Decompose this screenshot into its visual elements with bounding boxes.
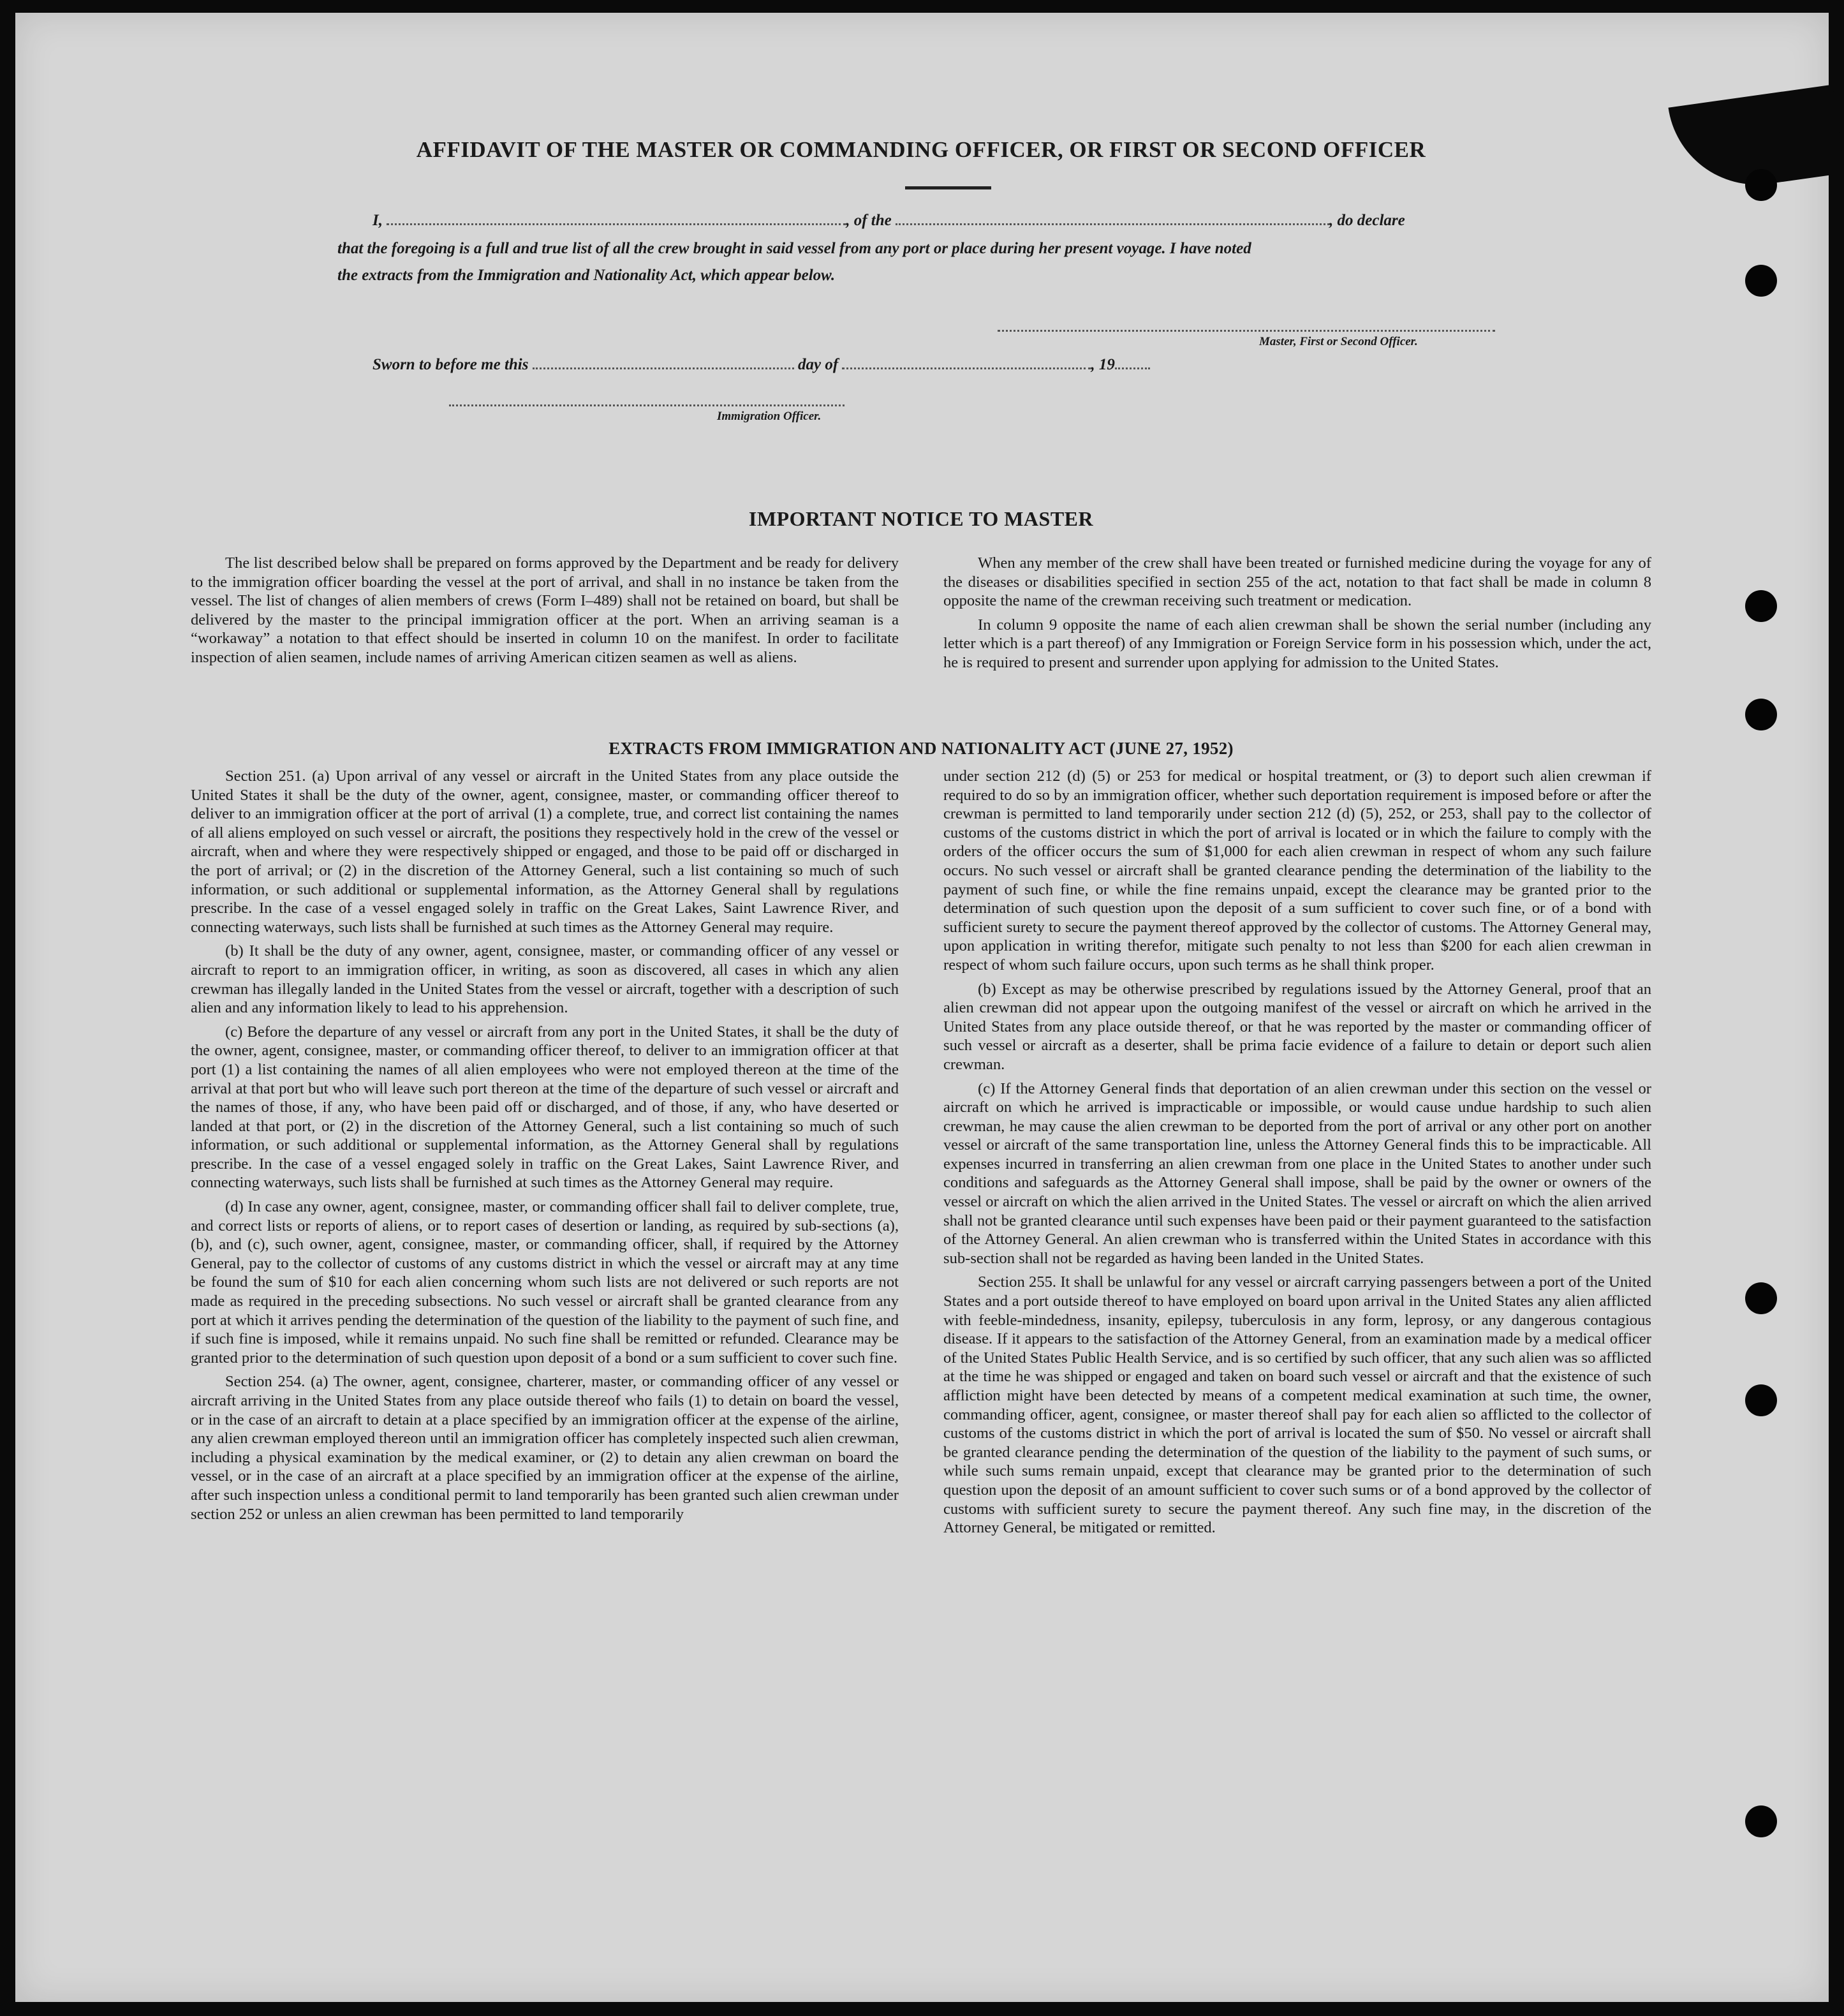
sworn-line bbox=[372, 356, 1278, 374]
punch-hole bbox=[1745, 1805, 1777, 1837]
notice-right-column bbox=[943, 554, 1651, 678]
title-rule bbox=[905, 186, 991, 189]
punch-hole bbox=[1745, 265, 1777, 297]
sworn-date-field[interactable] bbox=[533, 367, 794, 369]
officer-signature-label: Immigration Officer. bbox=[717, 410, 822, 423]
officer-signature-line[interactable] bbox=[449, 404, 845, 406]
section-paragraph: (b) It shall be the duty of any owner, agent, consignee, master, or commanding officer of any vessel or aircraft to report to an immigration officer, in writing, as soon as discovered, all cases in which any alien crewman has illegally landed in the United States from the vessel or aircraft, together with a description of such alien and any information likely to lead to his apprehension. bbox=[191, 942, 899, 1017]
punch-hole bbox=[1745, 1282, 1777, 1314]
notice-left-column bbox=[191, 554, 899, 672]
notice-paragraph: When any member of the crew shall have been treated or furnished medicine during the voyage for any of the diseases or disabilities specified in section 255 of the act, notation to that fact shall be made in column 8 opposite the name of the crewman receiving such treatment or medication. bbox=[943, 554, 1651, 610]
notice-paragraph: The list described below shall be prepared on forms approved by the Department and be ready for delivery to the immigration officer boarding the vessel at the port of arrival, and shall in no instance be taken from the vessel. The list of changes of alien members of crews (Form I–489) shall not be retained on board, but shall be delivered by the master to the principal immigration officer at the port. When an arriving seaman is a “workaway” a notation to that effect should be inserted in column 10 on the manifest. In order to facilitate inspection of alien seamen, include names of arriving American citizen seamen as well as aliens. bbox=[191, 554, 899, 666]
sworn-label: Sworn to before me this bbox=[372, 356, 529, 373]
extracts-left-column bbox=[191, 767, 899, 1529]
punch-hole bbox=[1745, 590, 1777, 622]
section-paragraph: under section 212 (d) (5) or 253 for medical or hospital treatment, or (3) to deport such alien crewman if required to do so by an immigration officer, whether such deportation requirement is imposed before or after the crewman is permitted to land temporarily under section 212 (d) (5), 252, or 253, shall pay to the collector of customs of the customs district in which the port of arrival is located or in which the failure to comply with the orders of the officer occurs the sum of $1,000 for each alien crewman in respect of whom any such failure occurs. No such vessel or aircraft shall be granted clearance pending the determination of the liability to the payment of such fine, or while the fine remains unpaid, except the clearance may be granted prior to the determination of such question upon the deposit of a sum sufficient to cover such fine, or of a bond with sufficient surety to secure the payment thereof approved by the collector of customs. The Attorney General may, upon application in writing therefor, mitigate such penalty to not less than $200 for each alien crewman in respect of whom such failure occurs, upon such terms as he shall think proper. bbox=[943, 767, 1651, 974]
of-the-label: , of the bbox=[846, 212, 892, 229]
punch-hole bbox=[1745, 1384, 1777, 1416]
month-field[interactable] bbox=[842, 367, 1091, 369]
section-paragraph: (d) In case any owner, agent, consignee, master, or commanding officer shall fail to deliver complete, true, and correct lists or reports of aliens, or to report cases of desertion or landing, as required by sub-sections (a), (b), and (c), such owner, agent, consignee, master, or commanding officer, shall, if required by the Attorney General, pay to the collector of customs of any customs district in which the vessel or aircraft may at any time be found the sum of $10 for each alien concerning whom such lists are not delivered or such reports are not made as required in the preceding subsections. No such vessel or aircraft shall be granted clearance from any port at which it arrives pending the determination of the question of the liability to the payment of such fine, and if such fine is imposed, while it remains unpaid. No such fine shall be remitted or refunded. Clearance may be granted prior to the determination of such question upon deposit of a bond or a sum sufficient to cover such fine. bbox=[191, 1198, 899, 1367]
section-paragraph: Section 254. (a) The owner, agent, consignee, charterer, master, or commanding officer of any vessel or aircraft arriving in the United States from any place outside thereof who fails (1) to detain on board the vessel, or in the case of an aircraft to detain at a place specified by an immigration officer at the expense of the airline, any alien crewman employed thereon until an immigration officer has completely inspected such alien crewman, including a physical examination by the medical examiner, or (2) to detain any alien crewman on board the vessel, or in the case of an aircraft at a place specified by an immigration officer at the expense of the airline, after such inspection unless a conditional permit to land temporarily has been granted such alien crewman under section 252 or unless an alien crewman has been permitted to land temporarily bbox=[191, 1373, 899, 1523]
declaration-line-1 bbox=[372, 212, 1508, 230]
master-signature-line[interactable] bbox=[998, 330, 1495, 332]
document-page bbox=[15, 13, 1829, 2002]
year-label: , 19 bbox=[1091, 356, 1115, 373]
year-field[interactable] bbox=[1115, 367, 1150, 369]
punch-hole bbox=[1745, 699, 1777, 730]
day-of-label: day of bbox=[797, 356, 839, 373]
section-paragraph: (c) If the Attorney General finds that deportation of an alien crewman under this section on the vessel or aircraft on which he arrived is impracticable or impossible, or would cause undue hardship to such alien crewman, he may cause the alien crewman to be deported from the port of arrival or any other port on another vessel or aircraft of the same transportation line, unless the Attorney General finds this to be impracticable. All expenses incurred in transferring an alien crewman from one place in the United States to another under such conditions and safeguards as the Attorney General shall impose, shall be paid by the owner or owners of the vessel or aircraft on which the alien arrived in the United States. The vessel or aircraft on which the alien arrived shall not be granted clearance until such expenses have been paid or their payment guaranteed to the satisfaction of the Attorney General. An alien crewman who is transferred within the United States in accordance with this sub-section shall not be regarded as having been landed in the United States. bbox=[943, 1079, 1651, 1267]
punch-hole bbox=[1745, 169, 1777, 201]
master-signature-label: Master, First or Second Officer. bbox=[1259, 335, 1418, 348]
i-label: I, bbox=[372, 212, 383, 229]
affidavit-title: AFFIDAVIT OF THE MASTER OR COMMANDING OFFICER, OR FIRST OR SECOND OFFICER bbox=[416, 137, 1426, 162]
extracts-title: EXTRACTS FROM IMMIGRATION AND NATIONALITY ACT (JUNE 27, 1952) bbox=[609, 739, 1234, 758]
notice-paragraph: In column 9 opposite the name of each alien crewman shall be shown the serial number (including any letter which is a part thereof) of any Immigration or Foreign Service form in his possession which, under the act, he is required to present and surrender upon applying for admission to the United States. bbox=[943, 616, 1651, 671]
section-paragraph: Section 251. (a) Upon arrival of any vessel or aircraft in the United States from any place outside the United States it shall be the duty of the owner, agent, consignee, master, or commanding officer thereof to deliver to an immigration officer at the port of arrival (1) a complete, true, and correct list containing the names of all aliens employed on such vessel or aircraft, the positions they respectively hold in the crew of the vessel or aircraft, when and where they were respectively shipped or engaged, and those to be paid off or discharged in the port of arrival; or (2) in the discretion of the Attorney General, such a list containing so much of such information, or such additional or supplemental information, as the Attorney General shall by regulations prescribe. In the case of a vessel engaged solely in traffic on the Great Lakes, Saint Lawrence River, and connecting waterways, such lists shall be furnished at such times as the Attorney General may require. bbox=[191, 767, 899, 936]
do-declare-label: , do declare bbox=[1329, 212, 1405, 229]
name-field[interactable] bbox=[387, 223, 846, 225]
extracts-right-column bbox=[943, 767, 1651, 1543]
vessel-field[interactable] bbox=[896, 223, 1329, 225]
section-paragraph: Section 255. It shall be unlawful for any vessel or aircraft carrying passengers between a port of the United States and a port outside thereof to have employed on board upon arrival in the United States any alien afflicted with feeble-mindedness, insanity, epilepsy, tuberculosis in any form, leprosy, or any dangerous contagious disease. If it appears to the satisfaction of the Attorney General, from an examination made by a medical officer of the United States Public Health Service, and is so certified by such officer, that any such alien was so afflicted at the time he was shipped or engaged and taken on board such vessel or aircraft and that the existence of such affliction might have been detected by means of a competent medical examination at such time, the owner, commanding officer, agent, consignee, or master thereof shall pay for each alien so afflicted to the collector of customs of the customs district in which the port of arrival is located the sum of $50. No vessel or aircraft shall be granted clearance pending the determination of the question of the liability to the payment of such sums, or while such sums remain unpaid, except that clearance may be granted prior to the determination of such question upon the deposit of an amount sufficient to cover such sums or of a bond approved by the collector of customs with sufficient surety to secure the payment thereof. Any such fine may, in the discretion of the Attorney General, be mitigated or remitted. bbox=[943, 1273, 1651, 1537]
notice-title: IMPORTANT NOTICE TO MASTER bbox=[748, 507, 1094, 530]
declaration-line-3: the extracts from the Immigration and Nationality Act, which appear below. bbox=[337, 267, 836, 284]
section-paragraph: (b) Except as may be otherwise prescribed by regulations issued by the Attorney General, proof that an alien crewman did not appear upon the outgoing manifest of the vessel or aircraft on which he arrived in the United States from any place outside thereof, or that he was reported by the master or commanding officer of such vessel or aircraft as a deserter, shall be prima facie evidence of a failure to detain or deport such alien crewman. bbox=[943, 980, 1651, 1073]
section-paragraph: (c) Before the departure of any vessel or aircraft from any port in the United States, it shall be the duty of the owner, agent, consignee, master, or commanding officer thereof, to deliver to an immigration officer at that port (1) a list containing the names of all alien employees who were not employed thereon at the time of the arrival at that port but who will leave such port thereon at the time of the departure of such vessel or aircraft and the names of those, if any, who have been paid off or discharged, and of those, if any, who have deserted or landed at that port, or (2) in the discretion of the Attorney General, such a list containing so much of such information, or such additional or supplemental information, as the Attorney General shall by regulations prescribe. In the case of a vessel engaged solely in traffic on the Great Lakes, Saint Lawrence River, and connecting waterways, such lists shall be furnished at such times as the Attorney General may require. bbox=[191, 1023, 899, 1192]
declaration-line-2: that the foregoing is a full and true list of all the crew brought in said vessel from any port or place during her present voyage. I have noted bbox=[337, 240, 1251, 257]
